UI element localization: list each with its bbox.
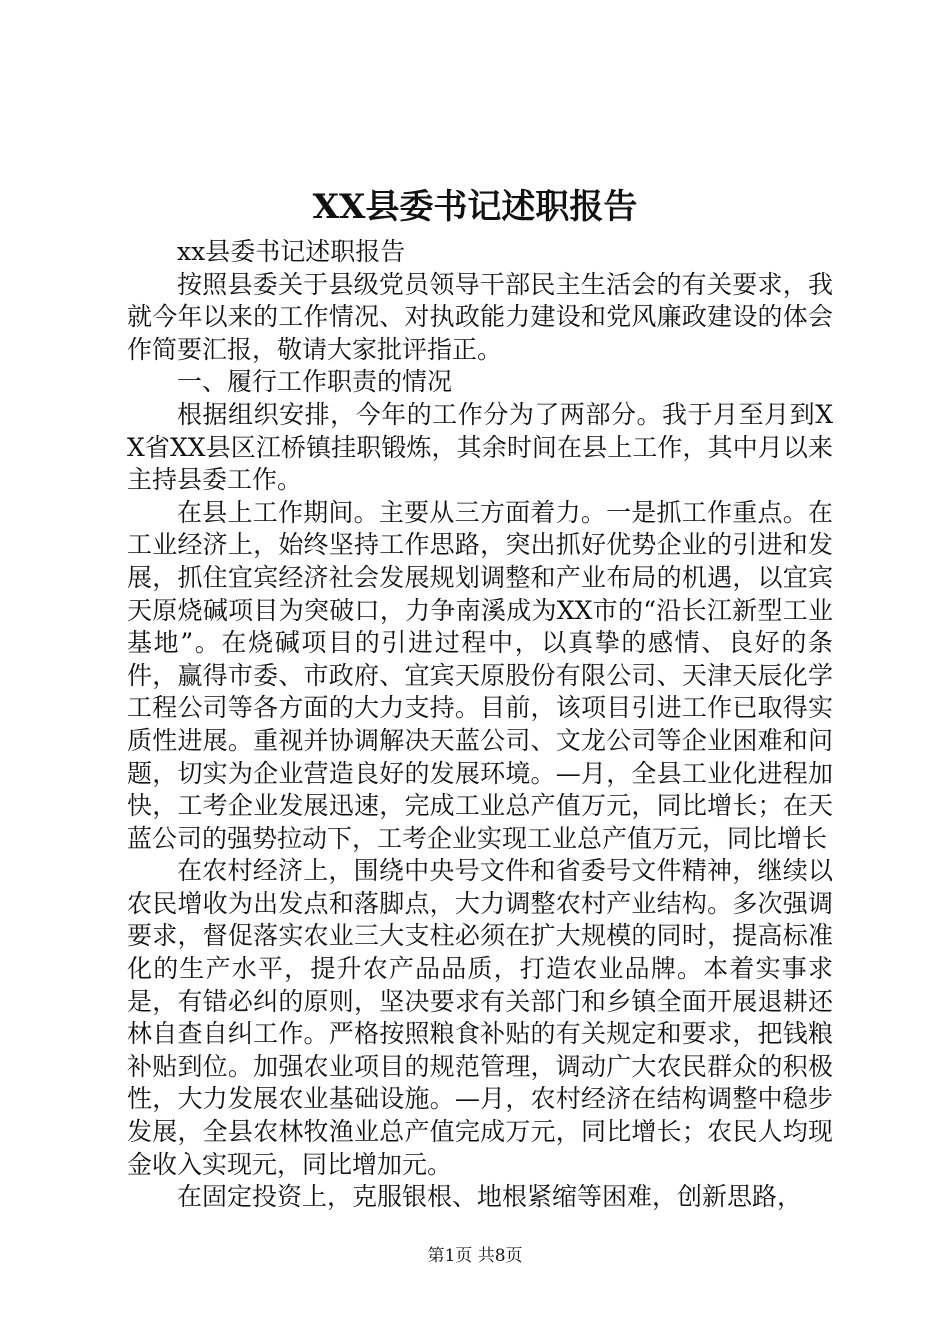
document-body (127, 236, 833, 1214)
document-title: XX县委书记述职报告 (312, 187, 638, 227)
paragraph-arrangement: 根据组织安排，今年的工作分为了两部分。我于月至月到XX省XX县区江桥镇挂职锻炼，其余时间在县上工作，其中月以来主持县委工作。 (127, 399, 833, 495)
paragraph-subtitle: xx县委书记述职报告 (177, 237, 406, 266)
paragraph-industry: 在县上工作期间。主要从三方面着力。一是抓工作重点。在工业经济上，始终坚持工作思路，突出抓好优势企业的引进和发展，抓住宜宾经济社会发展规划调整和产业布局的机遇，以宜宾天原烧碱项目为突破口，力争南溪成为XX市的“沿长江新型工业基地”。在烧碱项目的引进过程中，以真挚的感情、良好的条件，赢得市委、市政府、宜宾天原股份有限公司、天津天辰化学工程公司等各方面的大力支持。目前，该项目引进工作已取得实质性进展。重视并协调解决天蓝公司、文龙公司等企业困难和问题，切实为企业营造良好的发展环境。—月，全县工业化进程加快，工考企业发展迅速，完成工业总产值万元，同比增长；在天蓝公司的强势拉动下，工考企业实现工业总产值万元，同比增长 (127, 497, 833, 853)
paragraph-investment: 在固定投资上，克服银根、地根紧缩等困难，创新思路， (177, 1182, 803, 1212)
page-footer: 第1页 共8页 (427, 1246, 523, 1266)
paragraph-intro: 按照县委关于县级党员领导干部民主生活会的有关要求，我就今年以来的工作情况、对执政能力建设和党风廉政建设的体会作简要汇报，敬请大家批评指正。 (127, 269, 833, 364)
section-heading: 一、履行工作职责的情况 (177, 367, 453, 397)
paragraph-agriculture: 在农村经济上，围绕中央号文件和省委号文件精神，继续以农民增收为出发点和落脚点，大力调整农村产业结构。多次强调要求，督促落实农业三大支柱必须在扩大规模的同时，提高标准化的生产水平，提升农产品品质，打造农业品牌。本着实事求是，有错必纠的原则，坚决要求有关部门和乡镇全面开展退耕还林自查自纠工作。严格按照粮食补贴的有关规定和要求，把钱粮补贴到位。加强农业项目的规范管理，调动广大农民群众的积极性，大力发展农业基础设施。—月，农村经济在结构调整中稳步发展，全县农林牧渔业总产值完成万元，同比增长；农民人均现金收入实现元，同比增加元。 (127, 856, 833, 1179)
